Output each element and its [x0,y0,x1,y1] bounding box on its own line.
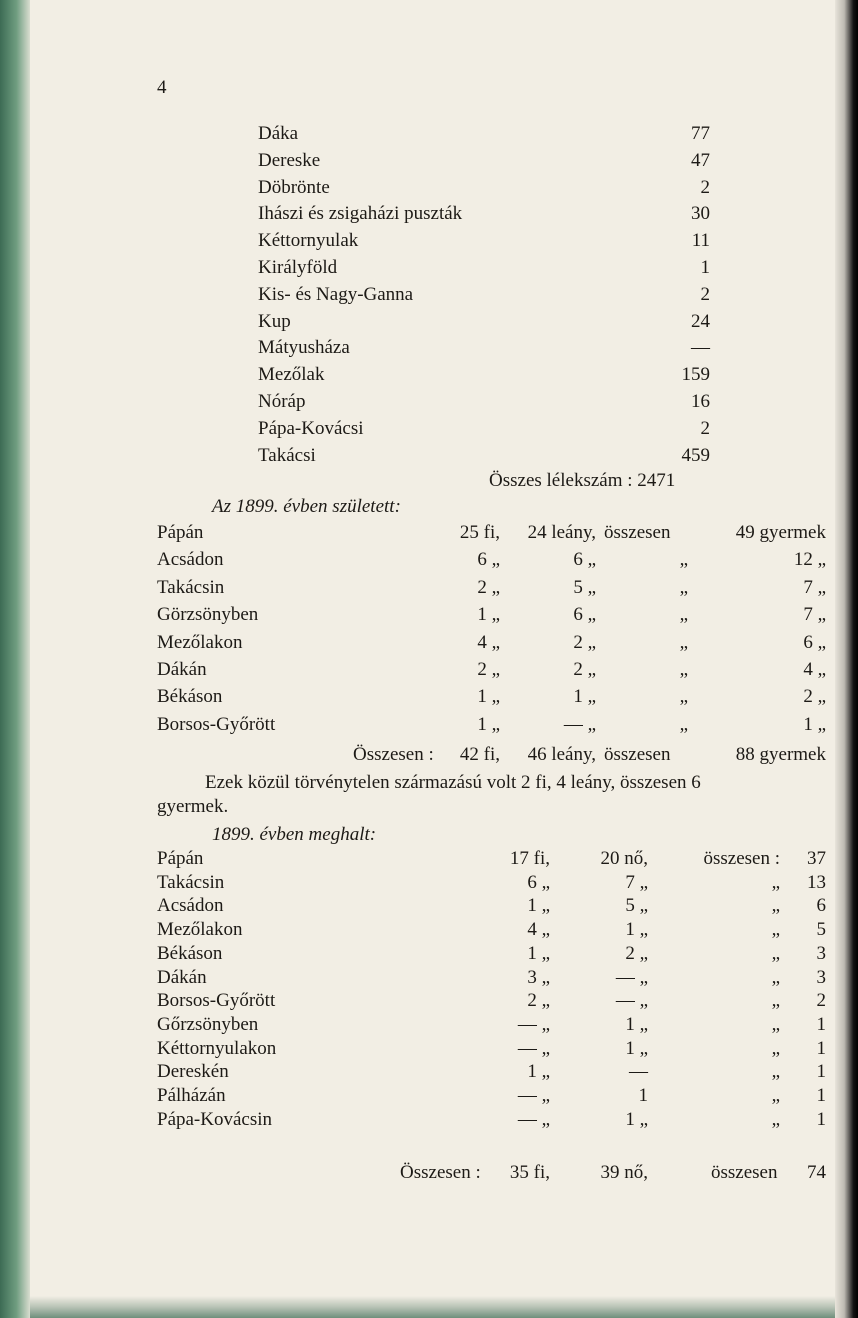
page-binding-edge [0,0,30,1318]
birth-total: 7 „ [803,604,826,626]
village-value: 11 [691,230,710,252]
village-value: 24 [691,310,710,332]
deaths-total-sum: 74 [807,1162,826,1183]
birth-girls: 2 „ [573,631,596,653]
death-male: 6 „ [527,871,550,893]
village-value: 30 [691,203,710,225]
birth-boys: 2 „ [477,659,500,680]
death-female: 1 [638,1085,648,1106]
birth-label: „ [679,713,688,735]
death-place: Pápa-Kovácsin [157,1108,273,1130]
death-male: 3 „ [527,966,550,988]
village-value: 2 [700,283,710,305]
death-label: összesen : [703,848,780,869]
village-value: 1 [700,257,710,278]
death-total: 3 [816,942,826,964]
birth-label: „ [679,686,688,708]
birth-boys: 1 „ [477,686,500,708]
birth-total: 6 „ [803,631,826,653]
village-name: Nóráp [258,391,306,412]
death-male: 17 fi, [509,848,550,869]
birth-place: Borsos-Győrött [157,713,276,735]
death-place: Kéttornyulakon [157,1037,277,1059]
birth-boys: 2 „ [477,576,500,598]
death-total: 6 [816,895,826,917]
death-male: — „ [517,1085,550,1106]
death-total: 1 [816,1061,826,1083]
birth-boys: 6 „ [477,549,500,571]
village-name: Mezőlak [258,364,325,386]
death-place: Dákán [157,966,207,988]
village-name: Dáka [258,123,299,144]
birth-boys: 4 „ [477,631,500,653]
death-place: Mezőlakon [157,919,243,941]
death-male: — „ [517,1013,550,1035]
birth-total: 2 „ [803,686,826,708]
birth-total: 1 „ [803,713,826,735]
deaths-total-female: 39 nő, [600,1162,648,1183]
death-place: Takácsin [157,871,225,893]
page-number: 4 [157,77,167,98]
death-male: 4 „ [527,919,550,941]
birth-boys: 1 „ [477,604,500,626]
death-place: Pápán [157,848,204,869]
village-name: Mátyusháza [258,337,350,359]
death-place: Acsádon [157,895,224,917]
death-female: 20 nő, [600,848,648,869]
birth-place: Békáson [157,686,223,708]
village-value: 2 [700,176,710,198]
death-female: — „ [615,990,648,1012]
deaths-heading: 1899. évben meghalt: [212,824,377,845]
death-male: — „ [517,1037,550,1059]
birth-place: Acsádon [157,549,224,571]
death-total: 1 [816,1085,826,1106]
village-name: Kis- és Nagy-Ganna [258,283,414,305]
deaths-total-male: 35 fi, [509,1162,550,1183]
village-name: Királyföld [258,257,338,278]
death-label: „ [771,942,780,964]
death-label: „ [771,1037,780,1059]
birth-label: „ [679,576,688,598]
death-total: 3 [816,966,826,988]
death-female: 1 „ [625,1037,648,1059]
village-value: — [691,337,710,359]
death-label: „ [771,966,780,988]
death-label: „ [771,919,780,941]
birth-boys: 25 fi, [459,522,500,543]
village-name: Kup [258,310,291,332]
birth-place: Görzsönyben [157,604,259,626]
death-label: „ [771,990,780,1012]
population-total: Összes lélekszám : 2471 [489,470,676,491]
death-total: 2 [816,990,826,1012]
village-name: Ihászi és zsigaházi puszták [258,203,463,225]
death-male: 1 „ [527,1061,550,1083]
village-value: 459 [681,444,710,466]
birth-place: Dákán [157,659,207,680]
death-female: 2 „ [625,942,648,964]
village-value: 159 [681,364,710,386]
birth-girls: 5 „ [573,576,596,598]
birth-girls: 6 „ [573,604,596,626]
birth-label: „ [679,604,688,626]
village-name: Kéttornyulak [258,230,359,252]
death-total: 1 [816,1108,826,1130]
deaths-total-label: Összesen : [400,1162,481,1183]
illegitimate-note-line1: Ezek közül törvénytelen származású volt 2 fi, 4 leány, összesen 6 [205,772,701,793]
village-name: Takácsi [258,444,316,466]
births-total-word: összesen [604,744,671,765]
village-name: Dereske [258,149,321,171]
birth-place: Pápán [157,522,204,543]
death-label: „ [771,895,780,917]
death-total: 37 [807,848,826,869]
death-label: „ [771,1085,780,1106]
death-label: „ [771,1108,780,1130]
village-name: Pápa-Kovácsi [258,417,364,439]
village-value: 47 [691,149,710,171]
birth-place: Mezőlakon [157,631,243,653]
births-heading: Az 1899. évben született: [212,496,401,517]
death-total: 1 [816,1013,826,1035]
birth-total: 12 „ [793,549,826,571]
birth-label: „ [679,631,688,653]
births-total-label: Összesen : [353,744,434,765]
village-name: Döbrönte [258,176,330,198]
death-male: 2 „ [527,990,550,1012]
birth-girls: 24 leány, [527,522,596,543]
death-male: 1 „ [527,942,550,964]
death-place: Dereskén [157,1061,229,1083]
birth-girls: 1 „ [573,686,596,708]
village-value: 77 [691,123,710,144]
death-female: — [629,1061,648,1083]
death-female: — „ [615,966,648,988]
deaths-total-word: összesen [711,1162,778,1183]
birth-place: Takácsin [157,576,225,598]
birth-label: „ [679,549,688,571]
birth-boys: 1 „ [477,713,500,735]
death-place: Békáson [157,942,223,964]
death-female: 1 „ [625,1108,648,1130]
birth-girls: — „ [563,713,596,735]
village-value: 16 [691,391,710,412]
death-label: „ [771,1061,780,1083]
death-label: „ [771,871,780,893]
birth-total: 49 gyermek [735,522,826,543]
death-place: Gőrzsönyben [157,1013,259,1035]
birth-label: „ [679,659,688,680]
death-female: 5 „ [625,895,648,917]
death-male: — „ [517,1108,550,1130]
page-right-edge [835,0,858,1318]
death-label: „ [771,1013,780,1035]
birth-girls: 6 „ [573,549,596,571]
birth-total: 4 „ [803,659,826,680]
illegitimate-note-line2: gyermek. [157,796,229,817]
death-place: Borsos-Győrött [157,990,276,1012]
death-female: 1 „ [625,1013,648,1035]
birth-girls: 2 „ [573,659,596,680]
death-place: Pálházán [157,1085,226,1106]
births-total-sum: 88 gyermek [735,744,826,765]
death-total: 5 [816,919,826,941]
births-total-boys: 42 fi, [459,744,500,765]
village-value: 2 [700,417,710,439]
death-female: 7 „ [625,871,648,893]
death-total: 13 [807,871,826,893]
birth-label: összesen [604,522,671,543]
births-total-girls: 46 leány, [527,744,596,765]
death-total: 1 [816,1037,826,1059]
death-female: 1 „ [625,919,648,941]
death-male: 1 „ [527,895,550,917]
page-bottom-edge [30,1296,835,1318]
birth-total: 7 „ [803,576,826,598]
